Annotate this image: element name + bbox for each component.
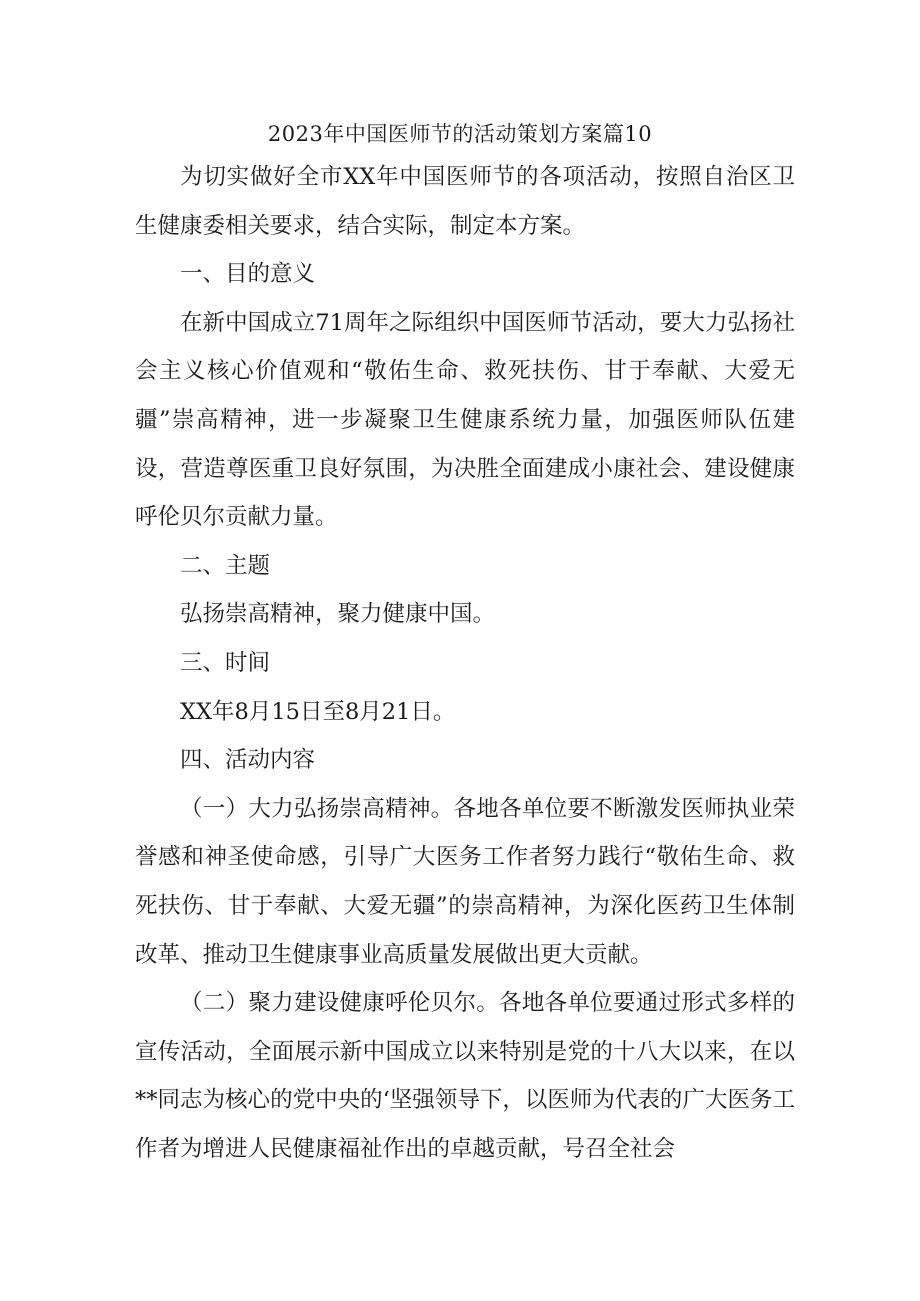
document-body xyxy=(135,153,795,1173)
section-heading-theme: 二、主题 xyxy=(180,552,271,579)
intro-paragraph: 为切实做好全市XX年中国医师节的各项活动，按照自治区卫生健康委相关要求，结合实际，制定本方案。 xyxy=(135,164,795,239)
section-heading-time: 三、时间 xyxy=(180,649,271,676)
purpose-paragraph: 在新中国成立71周年之际组织中国医师节活动，要大力弘扬社会主义核心价值观和“敬佑生命、救死扶伤、甘于奉献、大爱无疆”崇高精神，进一步凝聚卫生健康系统力量，加强医师队伍建设，营造尊医重卫良好氛围，为决胜全面建成小康社会、建设健康呼伦贝尔贡献力量。 xyxy=(135,309,795,531)
document-title: 2023年中国医师节的活动策划方案篇10 xyxy=(267,122,653,146)
time-paragraph: XX年8月15日至8月21日。 xyxy=(180,698,456,725)
activity-item-2: （二）聚力建设健康呼伦贝尔。各地各单位要通过形式多样的宣传活动，全面展示新中国成立以来特别是党的十八大以来，在以**同志为核心的党中央的‘坚强领导下，以医师为代表的广大医务工作者为增进人民健康福祉作出的卓越贡献，号召全社会 xyxy=(135,990,795,1162)
theme-paragraph: 弘扬崇高精神，聚力健康中国。 xyxy=(180,601,496,628)
section-heading-activities: 四、活动内容 xyxy=(180,747,316,774)
activity-item-1: （一）大力弘扬崇高精神。各地各单位要不断激发医师执业荣誉感和神圣使命感，引导广大医务工作者努力践行“敬佑生命、救死扶伤、甘于奉献、大爱无疆”的崇高精神，为深化医药卫生体制改革、推动卫生健康事业高质量发展做出更大贡献。 xyxy=(135,795,795,968)
section-heading-purpose: 一、目的意义 xyxy=(180,261,316,288)
